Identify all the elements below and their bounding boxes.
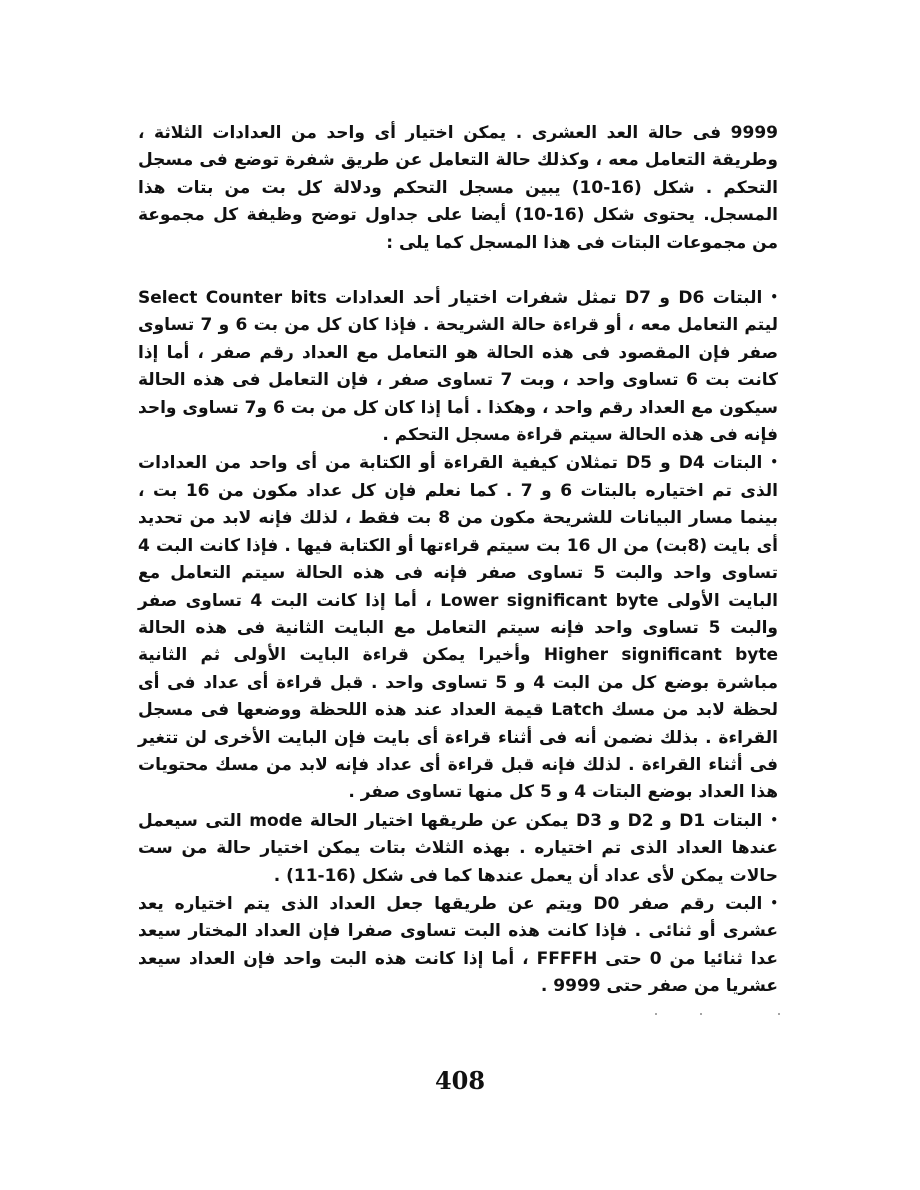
bullet-icon: • bbox=[770, 812, 779, 827]
bullet-item-d4-d5 bbox=[138, 449, 778, 806]
bullet-icon: • bbox=[770, 895, 779, 910]
bullet-text: البتات D1 و D2 و D3 يمكن عن طريقها اختيار الحالة mode التى سيعمل عندها العداد الذى تم اختياره . بهذه الثلاث بتات يمكن اختيار حالة من ست حالات يمكن لأى عداد أن يعمل عندها كما فى شكل (16-11) . bbox=[138, 810, 778, 886]
page-body bbox=[138, 120, 778, 1001]
bullet-text: البتات D4 و D5 تمثلان كيفية القراءة أو الكتابة من أى واحد من العدادات الذى تم اختياره بالبتات 6 و 7 . كما نعلم فإن كل عداد مكون من 16 بت ، بينما مسار البيانات للشريحة مكون من 8 بت فقط ، لذلك فإنه لابد من تحديد أى بايت (8بت) من ال 16 بت سيتم قراءتها أو الكتابة فيها . فإذا كانت البت 4 تساوى واحد والبت 5 تساوى صفر فإنه فى هذه الحالة سيتم التعامل مع البايت الأولى Lower significant byte ، أما إذا كانت البت 4 تساوى صفر والبت 5 تساوى واحد فإنه سيتم التعامل مع البايت الثانية فى هذه الحالة Higher significant byte وأخيرا يمكن قراءة البايت الأولى ثم الثانية مباشرة بوضع كل من البت 4 و 5 تساوى واحد . قبل قراءة أى عداد فى أى لحظة لابد من مسك Latch قيمة العداد عند هذه اللحظة ووضعها فى مسجل القراءة . بذلك نضمن أنه فى أثناء قراءة أى بايت فإن البايت الأخرى لن تتغير فى أثناء القراءة . لذلك فإنه قبل قراءة أى عداد فإنه لابد من مسك محتويات هذا العداد بوضع البتات 4 و 5 كل منها تساوى صفر . bbox=[138, 453, 778, 803]
scan-speck bbox=[655, 1013, 657, 1015]
intro-paragraph: 9999 فى حالة العد العشرى . يمكن اختيار أى واحد من العدادات الثلاثة ، وطريقة التعامل معه ، وكذلك حالة التعامل عن طريق شفرة توضع فى مسجل التحكم . شكل (16-10) يبين مسجل التحكم ودلالة كل بت من بتات هذا المسجل. يحتوى شكل (16-10) أيضا على جداول توضح وظيفة كل مجموعة من مجموعات البتات فى هذا المسجل كما يلى : bbox=[138, 123, 778, 253]
scan-speck bbox=[700, 1013, 702, 1015]
bullet-item-d1-d3 bbox=[138, 807, 778, 890]
paragraph-spacer bbox=[138, 257, 778, 284]
scan-speck bbox=[778, 1013, 780, 1015]
bullet-icon: • bbox=[770, 455, 779, 470]
bullet-text: البت رقم صفر D0 ويتم عن طريقها جعل العداد الذى يتم اختياره يعد عشرى أو ثنائى . فإذا كانت هذه البت تساوى صفرا فإن العداد المختار سيعد عدا ثنائيا من 0 حتى FFFFH ، أما إذا كانت هذه البت واحد فإن العداد سيعد عشريا من صفر حتى 9999 . bbox=[138, 893, 778, 997]
bullet-item-d6-d7 bbox=[138, 284, 778, 449]
bullet-text: البتات D6 و D7 تمثل شفرات اختيار أحد العدادات Select Counter bits ليتم التعامل معه ، أو قراءة حالة الشريحة . فإذا كان كل من بت 6 و 7 تساوى صفر فإن المقصود فى هذه الحالة هو التعامل مع العداد رقم صفر ، أما إذا كانت بت 6 تساوى واحد ، وبت 7 تساوى صفر ، فإن التعامل فى هذه الحالة سيكون مع العداد رقم واحد ، وهكذا . أما إذا كان كل من بت 6 و7 تساوى واحد فإنه فى هذه الحالة سيتم قراءة مسجل التحكم . bbox=[138, 288, 779, 446]
bullet-list bbox=[138, 284, 778, 1001]
bullet-icon: • bbox=[770, 290, 778, 305]
bullet-item-d0 bbox=[138, 890, 778, 1001]
page-number: 408 bbox=[434, 1066, 486, 1095]
